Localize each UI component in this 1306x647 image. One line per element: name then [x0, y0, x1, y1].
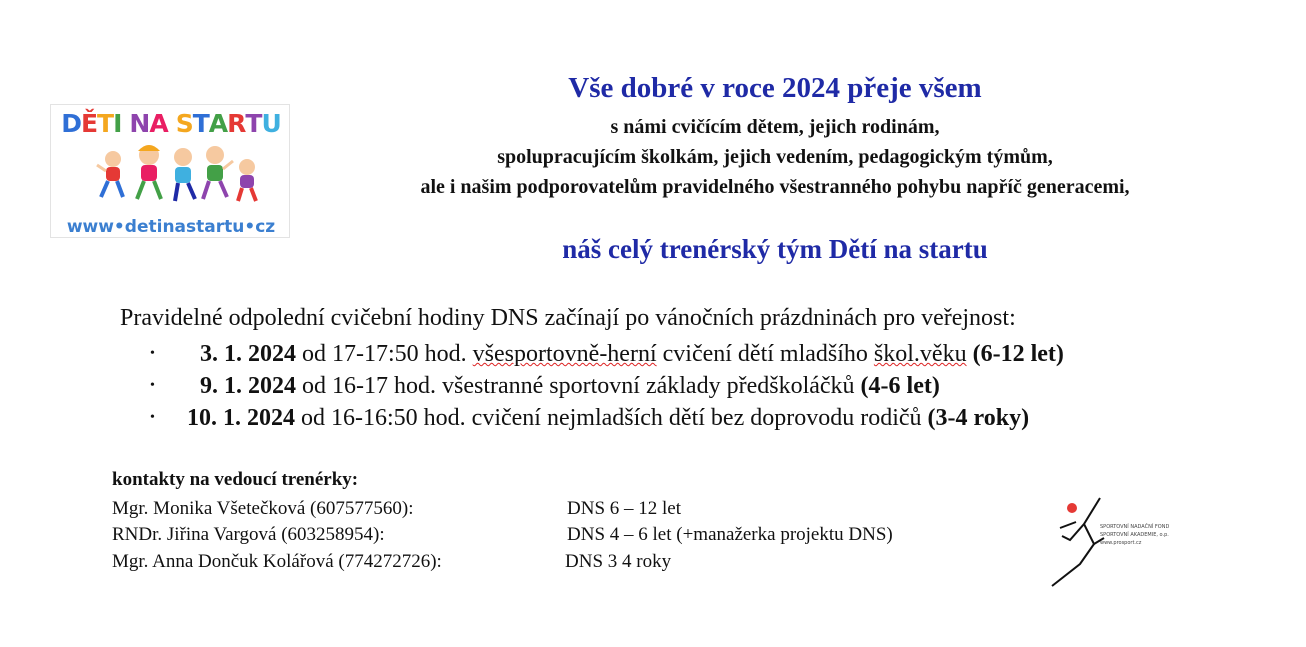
logo-letter: R	[227, 109, 246, 138]
sponsor-text: SPORTOVNÍ NADAČNÍ FOND SPORTOVNÍ AKADEMIE, o.p. www.prosport.cz	[1100, 524, 1170, 546]
schedule-date: 10. 1. 2024	[187, 405, 295, 431]
contact-name: Mgr. Monika Všetečková (607577560):	[112, 498, 414, 519]
age-range: (6-12 let)	[966, 341, 1064, 367]
logo-letter: T	[245, 109, 262, 138]
logo-letter: A	[208, 109, 228, 138]
age-range: (4-6 let)	[860, 373, 940, 399]
logo-letter: T	[97, 109, 114, 138]
logo-letter: S	[175, 109, 193, 138]
greeting-line-3: ale i našim podporovatelům pravidelného všestranného pohybu napříč generacemi,	[420, 176, 1130, 198]
schedule-intro: Pravidelné odpolední cvičební hodiny DNS začínají po vánočních prázdninách pro veřejnost:	[120, 305, 1016, 331]
contacts-heading: kontakty na vedoucí trenérky:	[112, 469, 359, 490]
logo-letter: T	[192, 109, 209, 138]
contact-group: DNS 3 4 roky	[565, 551, 672, 572]
logo-letter: U	[261, 109, 281, 138]
contact-group: DNS 6 – 12 let	[567, 498, 681, 519]
logo-letter: A	[149, 109, 168, 138]
greeting-line-2: spolupracujícím školkám, jejich vedením, pedagogickým týmům,	[497, 146, 1053, 168]
running-kids-illustration	[91, 143, 261, 205]
contact-name: RNDr. Jiřina Vargová (603258954):	[112, 524, 385, 545]
logo-url: www•detinastartu•cz	[66, 217, 276, 237]
contact-group: DNS 4 – 6 let (+manažerka projektu DNS)	[567, 524, 893, 545]
schedule-date: 9. 1. 2024	[200, 373, 296, 399]
bullet-icon: •	[150, 346, 155, 361]
dns-logo	[50, 104, 290, 238]
age-range: (3-4 roky)	[927, 405, 1030, 431]
bullet-icon: •	[150, 410, 155, 425]
schedule-date: 3. 1. 2024	[200, 341, 296, 367]
logo-letter: D	[61, 109, 81, 138]
contact-name: Mgr. Anna Dončuk Kolářová (774272726):	[112, 551, 442, 572]
bullet-icon: •	[150, 378, 155, 393]
greeting-team: náš celý trenérský tým Dětí na startu	[562, 234, 988, 264]
greeting-line-1: s námi cvičícím dětem, jejich rodinám,	[610, 116, 940, 138]
logo-letter: N	[129, 109, 150, 138]
logo-letter: Ě	[80, 109, 98, 138]
logo-title	[51, 109, 291, 138]
logo-letter: I	[113, 109, 122, 138]
greeting-title: Vše dobré v roce 2024 přeje všem	[568, 72, 982, 104]
